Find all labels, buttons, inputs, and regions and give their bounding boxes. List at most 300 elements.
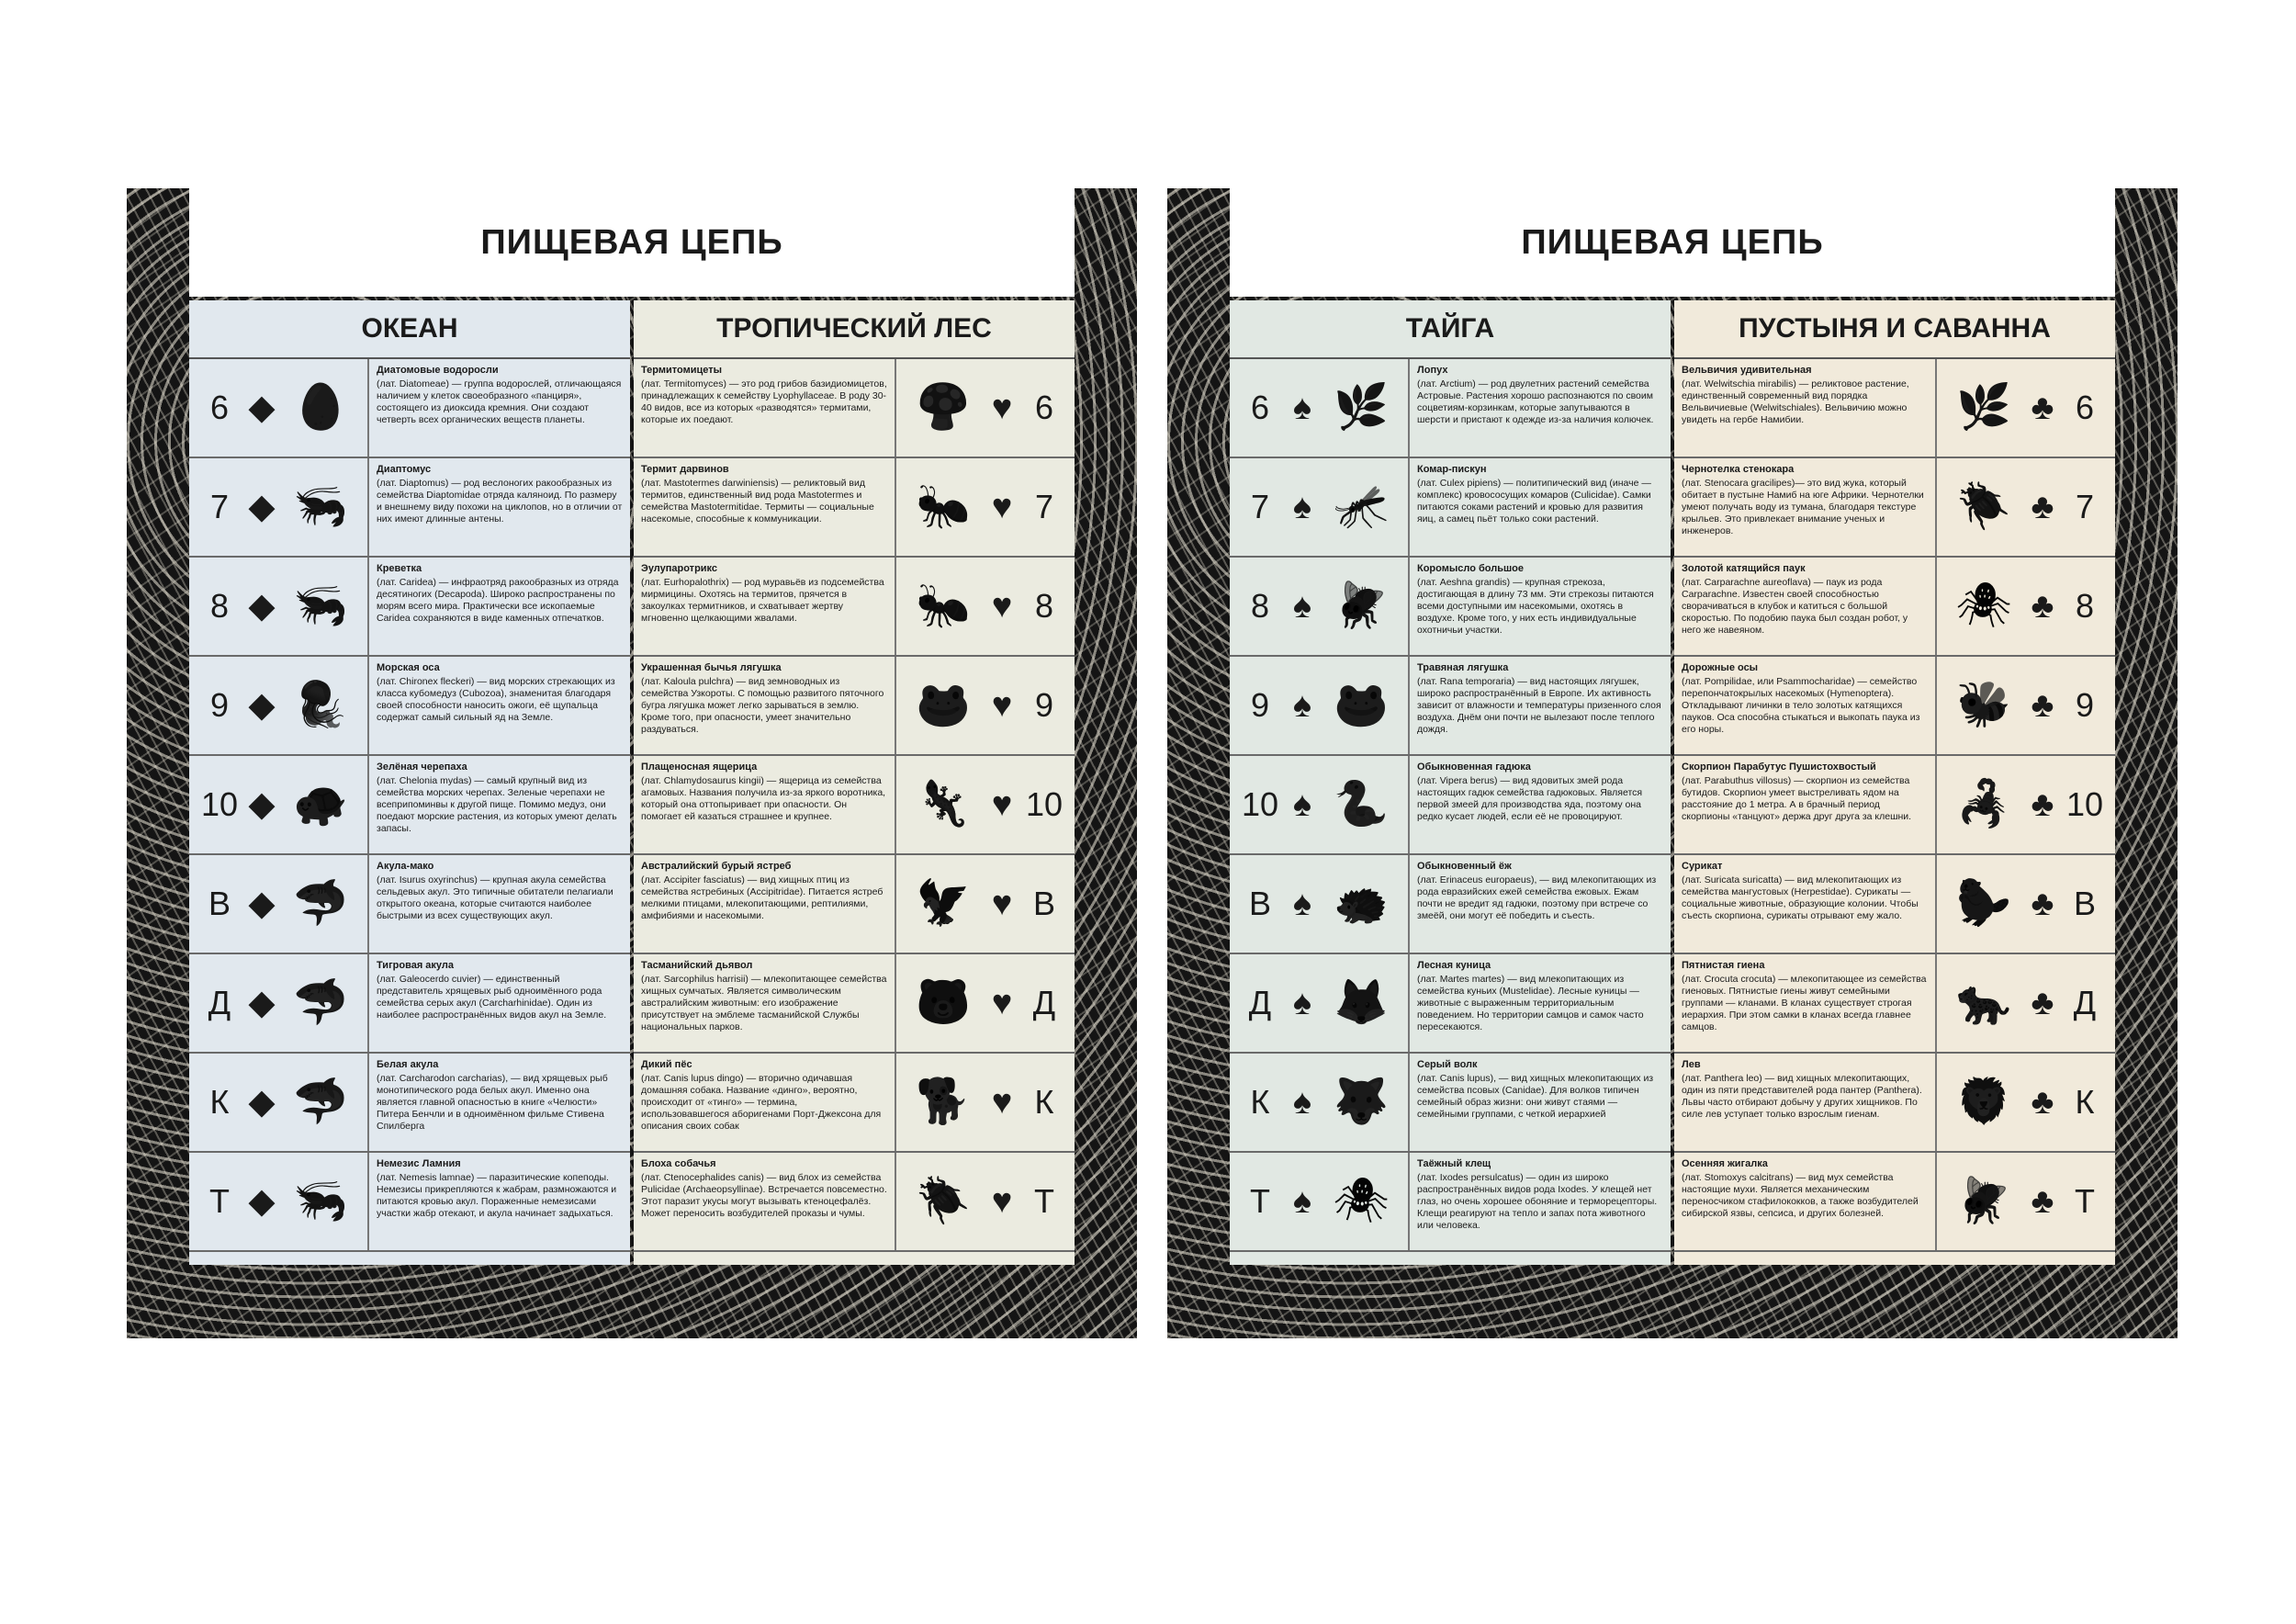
card-badge <box>189 1054 369 1151</box>
card-rank: 9 <box>2075 686 2095 724</box>
suit-icon: ◆ <box>248 885 276 923</box>
species-name: Чернотелка стенокара <box>1682 464 1795 475</box>
dragonfly-icon: 🪰 <box>1334 581 1389 630</box>
species-text: (лат. Ixodes persulcatus) — один из широко распространённых видов рода Ixodes. У клещей нет глаз, но очень хорошее обоняние и терморецепторы. Клещи реагируют на тепло и запах пота животного или человека. <box>1417 1171 1658 1232</box>
card-row <box>1674 756 2115 855</box>
card-row <box>189 954 630 1054</box>
card-row <box>634 1153 1075 1252</box>
card-description <box>1674 855 1935 953</box>
turtle-icon: 🐢 <box>293 780 348 829</box>
hyena-icon: 🐆 <box>1956 978 2011 1027</box>
card-rank: 8 <box>209 587 230 625</box>
species-text: (лат. Galeocerdo cuvier) — единственный представитель хрящевых рыб одноимённого рода семейства серых акул (Carcharhinidae). Один из наиболее распространённых видов акул на Земле. <box>377 973 607 1021</box>
species-name: Лесная куница <box>1417 960 1491 971</box>
diatom-icon: 🥚 <box>293 383 348 432</box>
card-badge <box>1935 1054 2115 1151</box>
diaptomus-icon: 🦐 <box>293 482 348 531</box>
species-name: Диатомовые водоросли <box>377 365 499 376</box>
species-name: Белая акула <box>377 1059 439 1070</box>
card-badge <box>1935 954 2115 1052</box>
card-row <box>1674 954 2115 1054</box>
tasmanian-devil-icon: 🐻 <box>916 978 971 1027</box>
suit-icon: ♣ <box>2031 488 2054 526</box>
card-rank: 9 <box>1034 686 1054 724</box>
viper-icon: 🐍 <box>1334 780 1389 829</box>
poster-left <box>127 188 1137 1338</box>
suit-icon: ♥ <box>991 587 1013 626</box>
card-description <box>1410 558 1671 655</box>
card-badge <box>189 954 369 1052</box>
card-badge <box>189 359 369 457</box>
species-name: Австралийский бурый ястреб <box>641 861 792 872</box>
card-rank: 10 <box>2065 785 2104 823</box>
card-description <box>369 1054 630 1151</box>
suit-icon: ◆ <box>248 686 276 725</box>
suit-icon: ◆ <box>248 984 276 1022</box>
card-description <box>634 756 895 853</box>
column-ocean <box>189 300 630 1265</box>
hedgehog-icon: 🦔 <box>1334 879 1389 928</box>
suit-icon: ♣ <box>2031 389 2054 427</box>
card-description <box>1410 458 1671 556</box>
species-name: Серый волк <box>1417 1059 1478 1070</box>
white-shark-icon: 🦈 <box>293 1077 348 1126</box>
species-text: (лат. Martes martes) — вид млекопитающих из семейства куньих (Mustelidae). Лесные куницы — животные с выраженным территориальным поведением. Но территории самцов и самок часто пересекаются. <box>1417 973 1644 1033</box>
suit-icon: ◆ <box>248 1083 276 1122</box>
card-description <box>1410 1153 1671 1250</box>
card-badge <box>895 359 1075 457</box>
card-rank: 7 <box>2075 488 2095 525</box>
card-row <box>1230 359 1671 458</box>
card-badge <box>895 1054 1075 1151</box>
card-badge <box>1935 558 2115 655</box>
suit-icon: ♠ <box>1292 984 1312 1022</box>
species-text: (лат. Arctium) — род двулетних растений семейства Астровые. Растения хорошо распознаются по своим соцветиям-корзинкам, которые запутываются в шерсти и пристают к одежде из-за наличия колючек. <box>1417 378 1654 426</box>
column-taiga <box>1230 300 1671 1265</box>
column-desert-savanna <box>1674 300 2115 1265</box>
card-row <box>1674 359 2115 458</box>
card-rank: Д <box>1248 984 1272 1021</box>
card-rank: Т <box>209 1182 230 1220</box>
species-text: (лат. Accipiter fasciatus) — вид хищных птиц из семейства ястребиных (Accipitridae). Питается ястреб мелкими птицами, млекопитающими, рептилиями, амфибиями и насекомыми. <box>641 874 884 922</box>
card-badge <box>189 458 369 556</box>
card-rank: Т <box>1250 1182 1270 1220</box>
mosquito-icon: 🦟 <box>1334 482 1389 531</box>
species-name: Украшенная бычья лягушка <box>641 662 782 673</box>
card-badge <box>1230 1153 1410 1250</box>
species-text: (лат. Chironex fleckeri) — вид морских стрекающих из класса кубомедуз (Cubozoa), знаменитая благодаря своей способности наносить ожоги, её щупальца содержат самый сильный яд на Земле. <box>377 675 615 724</box>
suit-icon: ♣ <box>2031 686 2054 725</box>
card-description <box>369 558 630 655</box>
shrimp-icon: 🦐 <box>293 581 348 630</box>
species-name: Комар-пискун <box>1417 464 1487 475</box>
species-text: (лат. Erinaceus europaeus), — вид млекопитающих из рода евразийских ежей семейства ежовых. Ежам почти не вредит яд гадюки, поэтому при встрече со змеёй, они могут её победить и съесть. <box>1417 874 1657 922</box>
species-text: (лат. Caridea) — инфраотряд ракообразных из отряда десятиногих (Decapoda). Широко распространены по морям всего мира. Практически все ископаемые Caridea сохраняются в виде каменных отпечатков. <box>377 576 619 625</box>
suit-icon: ♥ <box>991 1083 1013 1122</box>
species-text: (лат. Isurus oxyrinchus) — крупная акула семейства сельдевых акул. Это типичные обитатели пелагиали открытого океана, которые считаются наиболее быстрыми из всех существующих акул. <box>377 874 613 922</box>
card-badge <box>189 657 369 754</box>
species-name: Дорожные осы <box>1682 662 1759 673</box>
card-rank: 9 <box>209 686 230 724</box>
marten-icon: 🦊 <box>1334 978 1389 1027</box>
card-badge <box>895 458 1075 556</box>
card-rank: 6 <box>2075 389 2095 426</box>
species-text: (лат. Vipera berus) — вид ядовитых змей рода настоящих гадюк семейства гадюковых. Является первой змеей для производства яда, поэтому она редко кусает людей, если её не провоцируют. <box>1417 774 1643 823</box>
card-description <box>369 954 630 1052</box>
card-description <box>1674 756 1935 853</box>
species-name: Скорпион Парабутус Пушистохвостый <box>1682 761 1876 773</box>
page-title: ПИЩЕВАЯ ЦЕПЬ <box>1230 188 2115 297</box>
column-header: ОКЕАН <box>189 300 630 359</box>
card-rank: В <box>2073 885 2096 922</box>
card-badge <box>189 558 369 655</box>
stable-fly-icon: 🪰 <box>1956 1177 2011 1225</box>
suit-icon: ♣ <box>2031 587 2054 626</box>
card-rank: 7 <box>209 488 230 525</box>
species-text: (лат. Kaloula pulchra) — вид земноводных из семейства Узкороты. С помощью развитого пяточного бугра лягушка может легко зарываться в землю. Кроме того, при опасности, умеет значительно раздуваться. <box>641 675 884 736</box>
species-name: Зелёная черепаха <box>377 761 467 773</box>
species-name: Тигровая акула <box>377 960 454 971</box>
card-badge <box>1935 458 2115 556</box>
suit-icon: ♠ <box>1292 1182 1312 1221</box>
card-description <box>369 855 630 953</box>
card-rank: 6 <box>1250 389 1270 426</box>
species-text: (лат. Culex pipiens) — политипический вид (иначе — комплекс) кровососущих комаров (Culicidae). Самки питаются соками растений и кровью для развития яиц, а самец пьёт только соки растений. <box>1417 477 1651 525</box>
suit-icon: ♥ <box>991 785 1013 824</box>
card-row <box>1230 954 1671 1054</box>
card-description <box>634 1153 895 1250</box>
card-badge <box>189 1153 369 1250</box>
card-description <box>1674 458 1935 556</box>
species-name: Обыкновенный ёж <box>1417 861 1512 872</box>
card-badge <box>1230 558 1410 655</box>
species-text: (лат. Panthera leo) — вид хищных млекопитающих, один из пяти представителей рода пантер (Panthera). Львы часто отбирают добычу у других хищников. По силе лев уступает только взрослым гиенам. <box>1682 1072 1922 1121</box>
card-badge <box>1230 1054 1410 1151</box>
page-title: ПИЩЕВАЯ ЦЕПЬ <box>189 188 1075 297</box>
species-name: Плащеносная ящерица <box>641 761 758 773</box>
card-description <box>634 359 895 457</box>
card-row <box>1230 756 1671 855</box>
lizard-icon: 🦎 <box>916 780 971 829</box>
species-text: (лат. Rana temporaria) — вид настоящих лягушек, широко распространённый в Европе. Их активность зависит от влажности и температуры призенного слоя воздуха. Днём они почти не вылезают после теплого дождя. <box>1417 675 1661 736</box>
card-description <box>634 954 895 1052</box>
card-badge <box>1230 458 1410 556</box>
card-row <box>634 657 1075 756</box>
species-name: Термит дарвинов <box>641 464 729 475</box>
species-text: (лат. Carcharodon carcharias), — вид хрящевых рыб монотипического рода белых акул. Именно она является главной опасностью в книге «Челюсти» Питера Бенчли и в одноимённом фильме Стивена Спилберга <box>377 1072 608 1133</box>
card-rank: 7 <box>1034 488 1054 525</box>
card-row <box>189 458 630 558</box>
card-description <box>369 1153 630 1250</box>
ant-icon: 🐜 <box>916 581 971 630</box>
card-badge <box>1935 359 2115 457</box>
card-row <box>634 855 1075 954</box>
species-name: Креветка <box>377 563 422 574</box>
species-text: (лат. Eurhopalothrix) — род муравьёв из подсемейства мирмицины. Охотясь на термитов, прячется в закоулках термитников, и схватывает жертву мгновенно щелкающими жвалами. <box>641 576 884 625</box>
species-name: Термитомицеты <box>641 365 722 376</box>
suit-icon: ♣ <box>2031 885 2054 923</box>
card-description <box>369 657 630 754</box>
column-header: ТРОПИЧЕСКИЙ ЛЕС <box>634 300 1075 359</box>
card-rank: Д <box>1032 984 1056 1021</box>
suit-icon: ♣ <box>2031 1083 2054 1122</box>
card-rank: 6 <box>1034 389 1054 426</box>
species-text: (лат. Diaptomus) — род веслоногих ракообразных из семейства Diaptomidae отряда каляноид. По размеру и внешнему виду похожи на циклопов, но в отличии от них имеют длинные антены. <box>377 477 623 525</box>
card-badge <box>895 558 1075 655</box>
card-rank: К <box>1250 1083 1270 1121</box>
species-name: Коромысло большое <box>1417 563 1524 574</box>
card-description <box>1410 359 1671 457</box>
species-name: Эулупаротрикс <box>641 563 718 574</box>
card-description <box>1410 1054 1671 1151</box>
card-badge <box>1935 657 2115 754</box>
jellyfish-icon: 🪼 <box>293 681 348 729</box>
suit-icon: ◆ <box>248 587 276 626</box>
card-rank: 8 <box>2075 587 2095 625</box>
card-description <box>1410 756 1671 853</box>
card-row <box>189 359 630 458</box>
suit-icon: ◆ <box>248 1182 276 1221</box>
card-row <box>1674 855 2115 954</box>
suit-icon: ♣ <box>2031 1182 2054 1221</box>
species-name: Золотой катящийся паук <box>1682 563 1806 574</box>
card-rank: 8 <box>1250 587 1270 625</box>
card-rank: 9 <box>1250 686 1270 724</box>
card-badge <box>1935 855 2115 953</box>
card-row <box>189 855 630 954</box>
card-row <box>1230 657 1671 756</box>
flea-icon: 🪲 <box>916 1177 971 1225</box>
card-badge <box>1230 756 1410 853</box>
suit-icon: ◆ <box>248 785 276 824</box>
dingo-icon: 🐕 <box>916 1077 971 1126</box>
suit-icon: ♥ <box>991 1182 1013 1221</box>
card-description <box>369 458 630 556</box>
card-row <box>634 756 1075 855</box>
scorpion-icon: 🦂 <box>1956 780 2011 829</box>
card-row <box>1674 1054 2115 1153</box>
suit-icon: ♥ <box>991 488 1013 526</box>
suit-icon: ◆ <box>248 389 276 427</box>
card-badge <box>1230 359 1410 457</box>
card-row <box>1230 855 1671 954</box>
species-text: (лат. Chlamydosaurus kingii) — ящерица из семейства агамовых. Названия получила из-за яркого воротника, который она оттопыривает при опасности. Он помогает ей казаться страшнее и крупнее. <box>641 774 886 823</box>
card-badge <box>1935 756 2115 853</box>
card-description <box>1410 657 1671 754</box>
species-text: (лат. Parabuthus villosus) — скорпион из семейства бутидов. Скорпион умеет выстреливать ядом на расстояние до 1 метра. А в брачный период скорпионы «танцуют» держа друг друга за клешни. <box>1682 774 1912 823</box>
suit-icon: ♥ <box>991 885 1013 923</box>
species-name: Пятнистая гиена <box>1682 960 1765 971</box>
species-text: (лат. Nemesis lamnae) — паразитические копеподы. Немезисы прикрепляются к жабрам, размножаются и питаются кровью акул. Пораженные немезисами участки жабр отекают, и акула начинает задыхаться. <box>377 1171 617 1220</box>
frog-icon: 🐸 <box>916 681 971 729</box>
card-badge <box>1935 1153 2115 1250</box>
card-badge <box>189 855 369 953</box>
species-text: (лат. Stomoxys calcitrans) — вид мух семейства настоящие мухи. Является механическим переносчиком стафилококков, а также возбудителей сибирской язвы, сепсиса, и других болезней. <box>1682 1171 1919 1220</box>
hawk-icon: 🦅 <box>916 879 971 928</box>
species-name: Осенняя жигалка <box>1682 1158 1768 1169</box>
card-description <box>634 657 895 754</box>
burdock-icon: 🌿 <box>1334 383 1389 432</box>
card-badge <box>895 1153 1075 1250</box>
card-description <box>634 855 895 953</box>
termite-icon: 🐜 <box>916 482 971 531</box>
mushroom-icon: 🍄 <box>916 383 971 432</box>
species-text: (лат. Suricata suricatta) — вид млекопитающих из семейства мангустовых (Herpestidae). Сурикаты — социальные животные, образующие колонии. Чтобы съесть скорпиона, сурикаты отрывают ему жало. <box>1682 874 1919 922</box>
species-name: Дикий пёс <box>641 1059 692 1070</box>
card-description <box>634 458 895 556</box>
card-rank: 10 <box>1241 785 1279 823</box>
species-text: (лат. Diatomeae) — группа водорослей, отличающаяся наличием у клеток своеобразного «панциря», состоящего из диоксида кремния. Они создают четверть всех органических веществ планеты. <box>377 378 622 426</box>
card-description <box>369 359 630 457</box>
species-text: (лат. Stenocara gracilipes)— это вид жука, который обитает в пустыне Намиб на юге Африки. Чернотелки умеют получать воду из тумана, благодаря текстуре крыльев. Это привлекает внимание ученых и инженеров. <box>1682 477 1924 537</box>
card-row <box>634 558 1075 657</box>
suit-icon: ♠ <box>1292 389 1312 427</box>
card-badge <box>189 756 369 853</box>
suit-icon: ♣ <box>2031 984 2054 1022</box>
poster-right <box>1167 188 2178 1338</box>
card-badge <box>895 954 1075 1052</box>
suit-icon: ♣ <box>2031 785 2054 824</box>
species-text: (лат. Aeshna grandis) — крупная стрекоза, достигающая в длину 73 мм. Эти стрекозы питаются всеми доступными им насекомыми, охотясь в воздухе. Кроме того, у них есть индивидуальные охотничьи участки. <box>1417 576 1654 637</box>
card-row <box>634 954 1075 1054</box>
species-text: (лат. Welwitschia mirabilis) — реликтовое растение, единственный современный вид порядка Вельвичиевые (Welwitschiales). Вельвичию можно увидеть на гербе Намибии. <box>1682 378 1909 426</box>
species-name: Лопух <box>1417 365 1448 376</box>
species-name: Блоха собачья <box>641 1158 716 1169</box>
card-row <box>634 359 1075 458</box>
meerkat-icon: 🦫 <box>1956 879 2011 928</box>
card-rank: 10 <box>200 785 239 823</box>
card-row <box>189 657 630 756</box>
species-name: Травяная лягушка <box>1417 662 1509 673</box>
card-rank: Т <box>2075 1182 2095 1220</box>
species-text: (лат. Canis lupus dingo) — вторично одичавшая домашняя собака. Название «динго», вероятно, происходит от «тинго» — термина, использовавшегося аборигенами Порт-Джексона для описания своих собак <box>641 1072 882 1133</box>
card-description <box>1674 1054 1935 1151</box>
lion-icon: 🦁 <box>1956 1077 2011 1126</box>
welwitschia-icon: 🌿 <box>1956 383 2011 432</box>
card-rank: В <box>1248 885 1271 922</box>
card-row <box>189 756 630 855</box>
card-description <box>1674 558 1935 655</box>
card-badge <box>1230 954 1410 1052</box>
suit-icon: ♠ <box>1292 587 1312 626</box>
card-row <box>1230 1054 1671 1153</box>
suit-icon: ◆ <box>248 488 276 526</box>
card-description <box>1674 954 1935 1052</box>
card-description <box>1410 855 1671 953</box>
card-badge <box>895 756 1075 853</box>
species-text: (лат. Termitomyces) — это род грибов базидиомицетов, принадлежащих к семейству Lyophyllaceae. В роду 30- 40 видов, все из которых «разводятся» термитами, которые их поедают. <box>641 378 887 426</box>
species-name: Диаптомус <box>377 464 432 475</box>
card-row <box>1674 558 2115 657</box>
frog-icon: 🐸 <box>1334 681 1389 729</box>
column-header: ТАЙГА <box>1230 300 1671 359</box>
species-name: Сурикат <box>1682 861 1723 872</box>
species-name: Таёжный клещ <box>1417 1158 1491 1169</box>
card-row <box>189 1054 630 1153</box>
card-row <box>1674 657 2115 756</box>
species-text: (лат. Ctenocephalides canis) — вид блох из семейства Pulicidae (Archaeopsyllinae). Встречается повсеместно. Этот паразит укусы могут вызывать ктеноцефалёз. Может переносить возбудителей проказы и чумы. <box>641 1171 887 1220</box>
suit-icon: ♠ <box>1292 1083 1312 1122</box>
species-text: (лат. Crocuta crocuta) — млекопитающее из семейства гиеновых. Пятнистые гиены живут семейными группами — кланами. В кланах существует строгая иерархия. При этом самки в кланах всегда главнее самцов. <box>1682 973 1927 1033</box>
card-row <box>634 458 1075 558</box>
species-text: (лат. Chelonia mydas) — самый крупный вид из семейства морских черепах. Зеленые черепахи не всеприпоминвы к другой пище. Помимо медуз, они поедают морские растения, из которых умеют делать запасы. <box>377 774 617 835</box>
suit-icon: ♠ <box>1292 785 1312 824</box>
card-badge <box>895 855 1075 953</box>
beetle-icon: 🪲 <box>1956 482 2011 531</box>
species-name: Лев <box>1682 1059 1701 1070</box>
species-text: (лат. Carparachne aureoflava) — паук из рода Carparachne. Известен своей способностью сворачиваться в клубок и катиться с большой скоростью. По подобию паука был создан робот, у него же навеяном. <box>1682 576 1908 637</box>
card-rank: Т <box>1034 1182 1054 1220</box>
card-row <box>189 1153 630 1252</box>
copepod-icon: 🦐 <box>293 1177 348 1225</box>
card-rank: 7 <box>1250 488 1270 525</box>
species-text: (лат. Canis lupus), — вид хищных млекопитающих из семейства псовых (Canidae). Для волков типичен семейный образ жизни: они живут стаями — семейными группами, с четкой иерархией <box>1417 1072 1654 1121</box>
wolf-icon: 🐺 <box>1334 1077 1389 1126</box>
suit-icon: ♠ <box>1292 686 1312 725</box>
spider-icon: 🕷 <box>1955 581 2012 630</box>
card-row <box>1674 458 2115 558</box>
card-rank: В <box>1032 885 1055 922</box>
card-rank: Д <box>208 984 231 1021</box>
species-name: Акула-мако <box>377 861 434 872</box>
suit-icon: ♥ <box>991 984 1013 1022</box>
suit-icon: ♥ <box>991 686 1013 725</box>
column-tropical-forest <box>634 300 1075 1265</box>
species-name: Морская оса <box>377 662 440 673</box>
card-rank: К <box>2075 1083 2095 1121</box>
card-row <box>1230 1153 1671 1252</box>
card-badge <box>1230 855 1410 953</box>
card-description <box>634 558 895 655</box>
card-description <box>1410 954 1671 1052</box>
species-text: (лат. Mastotermes darwiniensis) — реликтовый вид термитов, единственный вид рода Mastotermes и семейства Mastotermitidae. Термиты — социальные насекомые, способные к коммуникации. <box>641 477 874 525</box>
card-description <box>1674 1153 1935 1250</box>
column-header: ПУСТЫНЯ И САВАННА <box>1674 300 2115 359</box>
card-row <box>1674 1153 2115 1252</box>
tick-icon: 🕷 <box>1333 1177 1390 1225</box>
card-rank: 6 <box>209 389 230 426</box>
species-text: (лат. Pompilidae, или Psammocharidae) — семейство перепончатокрылых насекомых (Hymenoptera). Откладывают личинки в тело золотых катящихся пауков. Оса способна стыкаться и выкопать паука из его норы. <box>1682 675 1920 736</box>
card-badge <box>895 657 1075 754</box>
card-rank: В <box>208 885 231 922</box>
shark-icon: 🦈 <box>293 879 348 928</box>
wasp-icon: 🐝 <box>1956 681 2011 729</box>
species-name: Тасманийский дьявол <box>641 960 753 971</box>
card-row <box>1230 558 1671 657</box>
card-row <box>189 558 630 657</box>
suit-icon: ♠ <box>1292 488 1312 526</box>
species-name: Немезис Ламния <box>377 1158 461 1169</box>
card-rank: К <box>209 1083 230 1121</box>
suit-icon: ♥ <box>991 389 1013 427</box>
tiger-shark-icon: 🦈 <box>293 978 348 1027</box>
species-text: (лат. Sarcophilus harrisii) — млекопитающее семейства хищных сумчатых. Является символическим австралийским животным: его изображение присутствует на эмблеме тасманийской Службы национальных парков. <box>641 973 887 1033</box>
card-description <box>1674 359 1935 457</box>
card-description <box>369 756 630 853</box>
card-row <box>634 1054 1075 1153</box>
species-name: Вельвичия удивительная <box>1682 365 1812 376</box>
species-name: Обыкновенная гадюка <box>1417 761 1531 773</box>
card-rank: 10 <box>1025 785 1064 823</box>
card-description <box>1674 657 1935 754</box>
card-rank: К <box>1034 1083 1054 1121</box>
card-badge <box>1230 657 1410 754</box>
card-description <box>634 1054 895 1151</box>
card-rank: Д <box>2073 984 2097 1021</box>
card-rank: 8 <box>1034 587 1054 625</box>
card-row <box>1230 458 1671 558</box>
suit-icon: ♠ <box>1292 885 1312 923</box>
